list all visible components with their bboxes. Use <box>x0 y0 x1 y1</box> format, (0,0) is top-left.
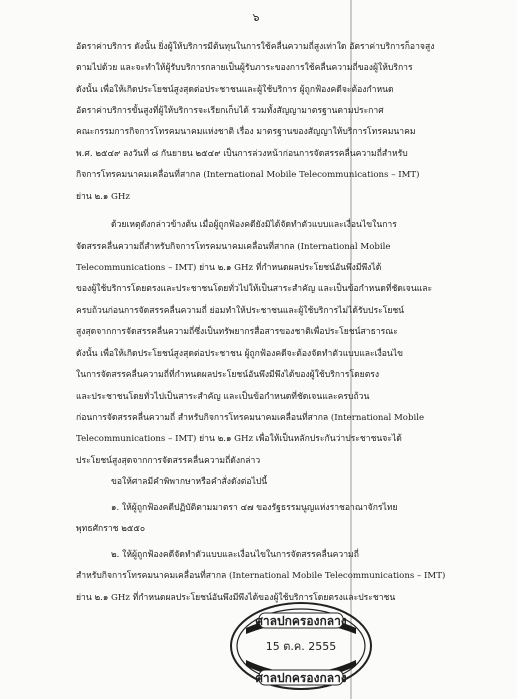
text-line-25: สำหรับกิจการโทรคมนาคมเคลื่อนที่สากล (International Mobile Telecommunications – IMT) <box>76 571 446 581</box>
text-line-13: ครบถ้วนก่อนการจัดสรรคลื่นความถี่ ย่อมทำให้ประชาชนและผู้ใช้บริการไม่ได้รับประโยชน์ <box>76 306 405 316</box>
text-line-24: ๒. ให้ผู้ถูกฟ้องคดีจัดทำตัวแบบและเงื่อนไขในการจัดสรรคลื่นความถี่ <box>111 550 359 560</box>
text-line-18: ก่อนการจัดสรรคลื่นความถี่ สำหรับกิจการโทรคมนาคมเคลื่อนที่สากล (International Mobile <box>76 413 425 423</box>
text-line-2: ตามไปด้วย และจะทำให้ผู้รับบริการกลายเป็นผู้รับภาระของการใช้คลื่นความถี่ของผู้ให้บริการ <box>76 63 413 73</box>
text-line-12: ของผู้ใช้บริการโดยตรงและประชาชนโดยทั่วไปให้เป็นสาระสำคัญ และเป็นข้อกำหนดที่ชัดเจนและ <box>76 284 433 294</box>
text-line-23: พุทธศักราช ๒๕๕๐ <box>76 524 146 534</box>
text-line-20: ประโยชน์สูงสุดจากการจัดสรรคลื่นความถี่ดังกล่าว <box>76 456 261 466</box>
text-line-17: และประชาชนโดยทั่วไปเป็นสาระสำคัญ และเป็นข้อกำหนดที่ชัดเจนและครบถ้วน <box>76 392 370 402</box>
text-line-15: ดังนั้น เพื่อให้เกิดประโยชน์สูงสุดต่อประชาชน ผู้ถูกฟ้องคดีจะต้องจัดทำตัวแบบและเงื่อนไข <box>76 349 403 359</box>
scan-artifact-line <box>350 0 352 699</box>
stamp-bottom-text: ศาลปกครองกลาง <box>255 671 347 685</box>
text-line-7: กิจการโทรคมนาคมเคลื่อนที่สากล (International Mobile Telecommunications – IMT) <box>76 170 420 180</box>
text-line-26: ย่าน ๒.๑ GHz ที่กำหนดผลประโยชน์อันพึงมีพึงได้ของผู้ใช้บริการโดยตรงและประชาชน <box>76 593 396 603</box>
text-line-14: สูงสุดจากการจัดสรรคลื่นความถี่ซึ่งเป็นทรัพยากรสื่อสารของชาติเพื่อประโยชน์สาธารณะ <box>76 327 398 337</box>
stamp-top-text: ศาลปกครองกลาง <box>255 614 347 628</box>
text-line-4: อัตราค่าบริการขั้นสูงที่ผู้ให้บริการจะเรียกเก็บได้ รวมทั้งสัญญามาตรฐานตามประกาศ <box>76 106 384 116</box>
text-line-1: อัตราค่าบริการ ดังนั้น ยิ่งผู้ให้บริการมีต้นทุนในการใช้คลื่นความถี่สูงเท่าใด อัตราค่าบริการก็อาจสูง <box>76 42 435 52</box>
text-line-5: คณะกรรมการกิจการโทรคมนาคมแห่งชาติ เรื่อง มาตรฐานของสัญญาให้บริการโทรคมนาคม <box>76 127 416 137</box>
text-line-9: ด้วยเหตุดังกล่าวข้างต้น เมื่อผู้ถูกฟ้องคดียังมิได้จัดทำตัวแบบและเงื่อนไขในการ <box>111 220 397 230</box>
text-line-6: พ.ศ. ๒๕๔๙ ลงวันที่ ๘ กันยายน ๒๕๔๙ เป็นการล่วงหน้าก่อนการจัดสรรคลื่นความถี่สำหรับ <box>76 149 408 159</box>
text-line-8: ย่าน ๒.๑ GHz <box>76 192 130 202</box>
text-line-11: Telecommunications – IMT) ย่าน ๒.๑ GHz ที่กำหนดผลประโยชน์อันพึงมีพึงได้ <box>76 263 382 273</box>
text-line-19: Telecommunications – IMT) ย่าน ๒.๑ GHz เพื่อให้เป็นหลักประกันว่าประชาชนจะได้ <box>76 434 402 444</box>
stamp-date: 15 ต.ค. 2555 <box>265 640 337 653</box>
court-stamp <box>228 600 374 692</box>
text-line-21: ขอให้ศาลมีคำพิพากษาหรือคำสั่งดังต่อไปนี้ <box>111 477 268 487</box>
text-line-3: ดังนั้น เพื่อให้เกิดประโยชน์สูงสุดต่อประชาชนและผู้ใช้บริการ ผู้ถูกฟ้องคดีจะต้องกำหนด <box>76 85 394 95</box>
text-line-22: ๑. ให้ผู้ถูกฟ้องคดีปฏิบัติตามมาตรา ๔๗ ของรัฐธรรมนูญแห่งราชอาณาจักรไทย <box>111 503 398 513</box>
page-number: ๖ <box>252 11 260 24</box>
text-line-16: ในการจัดสรรคลื่นความถี่ที่กำหนดผลประโยชน์อันพึงมีพึงได้ของผู้ใช้บริการโดยตรง <box>76 370 380 380</box>
text-line-10: จัดสรรคลื่นความถี่สำหรับกิจการโทรคมนาคมเคลื่อนที่สากล (International Mobile <box>76 242 391 252</box>
